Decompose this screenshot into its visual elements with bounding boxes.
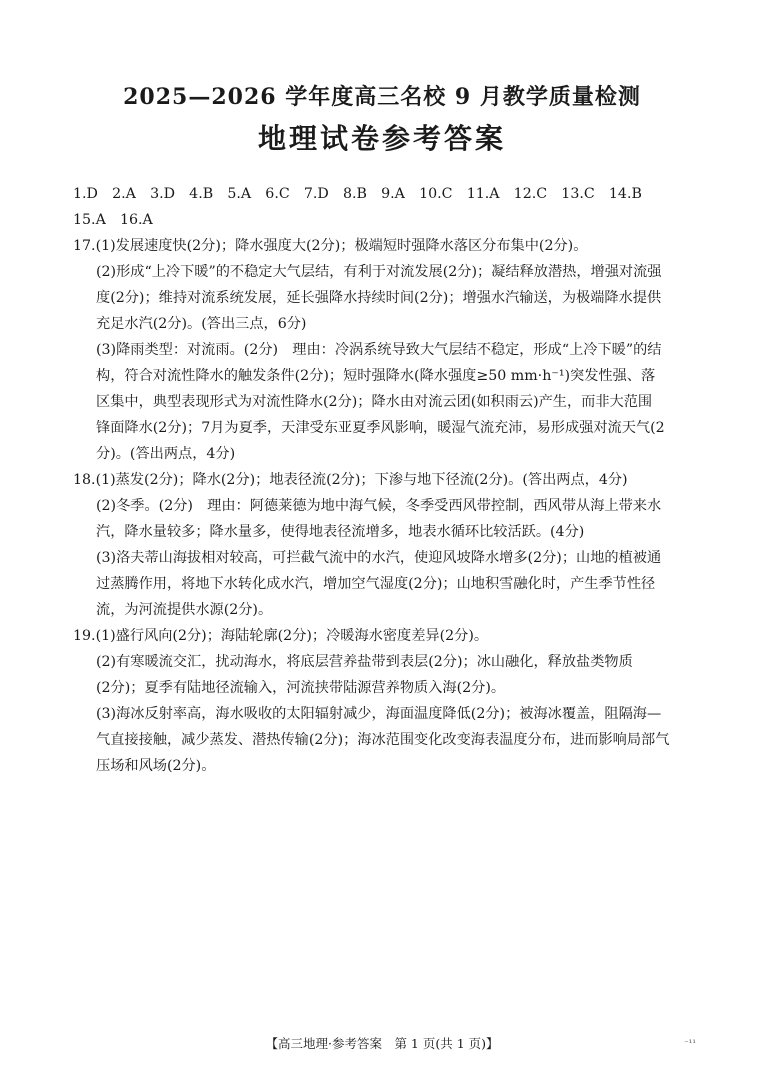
exam-title: 2025—2026 学年度高三名校 9 月教学质量检测	[123, 84, 641, 110]
q18-line-4: (3)洛夫蒂山海拔相对较高，可拦截气流中的水汽，使迎风坡降水增多(2分)；山地的植被通	[96, 550, 662, 566]
q19-line-5: 气直接接触，减少蒸发、潜热传输(2分)；海冰范围变化改变海表温度分布，进而影响局部气	[96, 732, 670, 748]
page-footer: 【高三地理·参考答案 第 1 页(共 1 页)】	[265, 1036, 499, 1051]
q17-line-6: 构，符合对流性降水的触发条件(2分)；短时强降水(降水强度≥50 mm·h⁻¹)突发性强、落	[96, 368, 656, 384]
q17-line-3: 度(2分)；维持对流系统发展，延长强降水持续时间(2分)；增强水汽输送，为极端降水提供	[96, 290, 662, 306]
corner-mark: ₋₁₁	[684, 1036, 696, 1046]
q17-line-1: 17.(1)发展速度快(2分)；降水强度大(2分)；极端短时强降水落区分布集中(2分)。	[73, 238, 588, 254]
q17-line-2: (2)形成“上冷下暖”的不稳定大气层结，有利于对流发展(2分)；凝结释放潜热，增强对流强	[96, 264, 662, 280]
q18-line-5: 过蒸腾作用，将地下水转化成水汽，增加空气湿度(2分)；山地积雪融化时，产生季节性径	[96, 576, 656, 592]
answer-key-title: 地理试卷参考答案	[257, 122, 506, 155]
q18-line-3: 汽，降水量较多；降水量多，使得地表径流增多，地表水循环比较活跃。(4分)	[96, 524, 585, 540]
q17-line-9: 分)。(答出两点，4分)	[96, 446, 236, 462]
q18-line-1: 18.(1)蒸发(2分)；降水(2分)；地表径流(2分)；下渗与地下径流(2分)。(答出两点，4分)	[73, 472, 628, 488]
q17-line-7: 区集中，典型表现形式为对流性降水(2分)；降水由对流云团(如积雨云)产生，而非大范围	[96, 394, 653, 410]
q19-line-4: (3)海冰反射率高，海水吸收的太阳辐射减少，海面温度降低(2分)；被海冰覆盖，阻隔海—	[96, 706, 662, 722]
q18-line-2: (2)冬季。(2分) 理由：阿德莱德为地中海气候，冬季受西风带控制，西风带从海上带来水	[96, 498, 662, 514]
q18-line-6: 流，为河流提供水源(2分)。	[96, 602, 273, 618]
q17-line-5: (3)降雨类型：对流雨。(2分) 理由：冷涡系统导致大气层结不稳定，形成“上冷下暖”的结	[96, 342, 662, 358]
q17-line-4: 充足水汽(2分)。(答出三点，6分)	[96, 316, 307, 332]
q19-line-6: 压场和风场(2分)。	[96, 758, 216, 774]
mc-answers-line-1: 1.D 2.A 3.D 4.B 5.A 6.C 7.D 8.B 9.A 10.C 11.A 12.C 13.C 14.B	[73, 186, 642, 202]
q19-line-1: 19.(1)盛行风向(2分)；海陆轮廓(2分)；冷暖海水密度差异(2分)。	[73, 628, 489, 644]
q17-line-8: 锋面降水(2分)；7月为夏季，天津受东亚夏季风影响，暖湿气流充沛，易形成强对流天气(2	[96, 420, 665, 436]
mc-answers-line-2: 15.A 16.A	[73, 212, 153, 228]
q19-line-2: (2)有寒暖流交汇，扰动海水，将底层营养盐带到表层(2分)；冰山融化，释放盐类物质	[96, 654, 633, 670]
q19-line-3: (2分)；夏季有陆地径流输入，河流挟带陆源营养物质入海(2分)。	[96, 680, 506, 696]
